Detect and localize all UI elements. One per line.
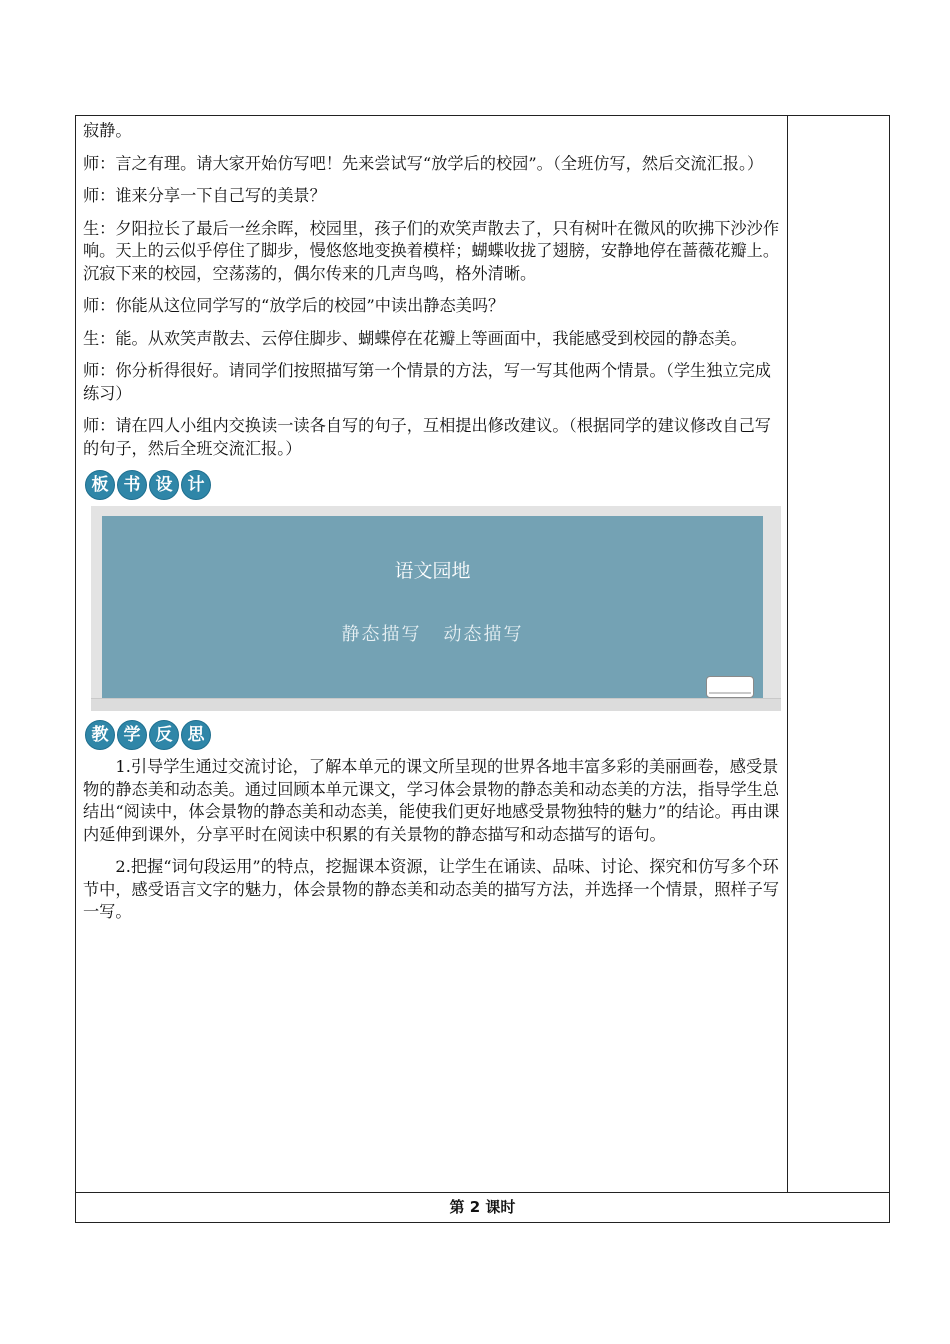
blackboard-item: 静态描写 [341,624,422,645]
board-design-heading [85,470,783,500]
heading-badge: 书 [117,470,147,500]
heading-badge: 教 [85,720,115,750]
reflection-paragraph: 1.引导学生通过交流讨论，了解本单元的课文所呈现的世界各地丰富多彩的美丽画卷，感受景物的静态美和动态美。通过回顾本单元课文，学习体会景物的静态美和动态美的方法，指导学生总结出“阅读中，体会景物的静态美和动态美，能使我们更好地感受景物独特的魅力”的结论。再由课内延伸到课外，分享平时在阅读中积累的有关景物的静态描写和动态描写的语句。 [83,757,780,844]
lesson-plan-table [75,115,890,1223]
reflection-heading [85,720,783,750]
heading-badge: 计 [181,470,211,500]
paragraph: 师：你分析得很好。请同学们按照描写第一个情景的方法，写一写其他两个情景。（学生独立完成练习） [83,361,771,403]
paragraph: 生：夕阳拉长了最后一丝余晖，校园里，孩子们的欢笑声散去了，只有树叶在微风的吹拂下沙沙作响。天上的云似乎停住了脚步，慢悠悠地变换着模样；蝴蝶收拢了翅膀，安静地停在蔷薇花瓣上。沉寂下来的校园，空荡荡的，偶尔传来的几声鸟鸣，格外清晰。 [83,218,780,283]
heading-badge: 思 [181,720,211,750]
paragraph: 师：请在四人小组内交换读一读各自写的句子，互相提出修改建议。（根据同学的建议修改自己写的句子，然后全班交流汇报。） [83,416,771,458]
eraser-icon [706,676,754,698]
blackboard-title: 语文园地 [394,560,471,582]
blackboard-ledge [91,698,781,711]
reflection-paragraph: 2.把握“词句段运用”的特点，挖掘课本资源，让学生在诵读、品味、讨论、探究和仿写多个环节中，感受语言文字的魅力，体会景物的静态美和动态美的描写方法，并选择一个情景，照样子写一写。 [83,857,780,921]
paragraph: 师：言之有理。请大家开始仿写吧！先来尝试写“放学后的校园”。（全班仿写，然后交流汇报。） [83,153,764,173]
paragraph: 师：谁来分享一下自己写的美景？ [83,186,326,205]
blackboard [102,516,763,698]
blackboard-item: 动态描写 [443,624,524,645]
paragraph: 生：能。从欢笑声散去、云停住脚步、蝴蝶停在花瓣上等画面中，我能感受到校园的静态美。 [83,328,747,348]
heading-badge: 设 [149,470,179,500]
lesson-period-label: 第 2 课时 [76,1192,889,1222]
blackboard-illustration [91,506,781,712]
notes-cell [788,116,889,1192]
heading-badge: 学 [117,720,147,750]
blackboard-items [102,620,763,646]
heading-badge: 板 [85,470,115,500]
heading-badge: 反 [149,720,179,750]
paragraph: 寂静。 [83,121,132,140]
lesson-content [83,120,783,934]
lesson-content-cell [76,116,788,1192]
paragraph: 师：你能从这位同学写的“放学后的校园”中读出静态美吗？ [83,296,505,315]
